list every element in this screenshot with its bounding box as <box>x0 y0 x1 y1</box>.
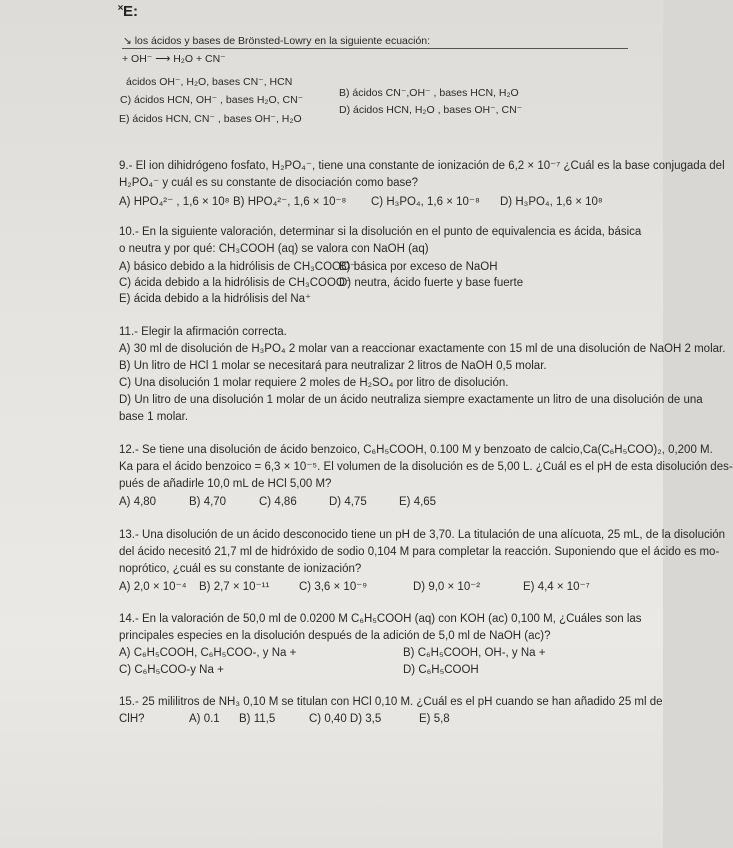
divider-line <box>122 48 628 49</box>
q8-option-d: D) ácidos HCN, H₂O , bases OH⁻, CN⁻ <box>339 104 523 116</box>
q8-option-c: C) ácidos HCN, OH⁻ , bases H₂O, CN⁻ <box>120 94 304 106</box>
q10-option-e: E) ácida debido a la hidrólisis del Na⁺ <box>119 293 312 305</box>
q11-option-a: A) 30 ml de disolución de H₃PO₄ 2 molar van a reaccionar exactamente con 15 ml de una disolución de NaOH 2 molar. <box>119 343 726 355</box>
q15-lead: ClH? <box>119 713 145 725</box>
q10-line-2: o neutra y por qué: CH₃COOH (aq) se valora con NaOH (aq) <box>119 243 429 255</box>
q14-line-1: 14.- En la valoración de 50,0 ml de 0.0200 M C₆H₅COOH (aq) con KOH (ac) 0,100 M, ¿Cuáles son las <box>119 613 642 625</box>
q13-line-1: 13.- Una disolución de un ácido desconocido tiene un pH de 3,70. La titulación de una alícuota, 25 mL, de la disolución <box>119 529 726 541</box>
q9-option-b: B) HPO₄²⁻, 1,6 × 10⁻⁸ <box>233 196 347 208</box>
q12-line-2: Ka para el ácido benzoico = 6,3 × 10⁻⁵. El volumen de la disolución es de 5,00 L. ¿Cuál es el pH de esta disolución des- <box>119 461 733 473</box>
q11-option-c: C) Una disolución 1 molar requiere 2 moles de H₂SO₄ por litro de disolución. <box>119 377 509 389</box>
q10-option-d: D) neutra, ácido fuerte y base fuerte <box>339 277 524 289</box>
q9-option-d: D) H₃PO₄, 1,6 × 10⁸ <box>500 196 603 208</box>
q8-stem: ↘ los ácidos y bases de Brönsted-Lowry en la siguiente ecuación: <box>123 35 431 47</box>
q13-option-d: D) 9,0 × 10⁻² <box>413 581 481 593</box>
q15-option-e: E) 5,8 <box>419 713 450 725</box>
q11-option-b: B) Un litro de HCl 1 molar se necesitará para neutralizar 2 litros de NaOH 0,5 molar. <box>119 360 547 372</box>
q13-line-2: del ácido necesitó 21,7 ml de hidróxido de sodio 0,104 M para completar la reacción. Suponiendo que el ácido es mo- <box>119 546 720 558</box>
q8-equation: + OH⁻ ⟶ H₂O + CN⁻ <box>122 53 226 65</box>
q12-option-d: D) 4,75 <box>329 496 367 508</box>
q11-title: 11.- Elegir la afirmación correcta. <box>119 326 287 338</box>
q8-option-a: ácidos OH⁻, H₂O, bases CN⁻, HCN <box>126 76 293 88</box>
q13-option-a: A) 2,0 × 10⁻⁴ <box>119 581 187 593</box>
q12-line-3: pués de añadirle 10,0 mL de HCl 5,00 M? <box>119 478 332 490</box>
q15-line-1: 15.- 25 mililitros de NH₃ 0,10 M se titulan con HCl 0,10 M. ¿Cuál es el pH cuando se han añadido 25 ml de <box>119 696 663 708</box>
q9-option-a: A) HPO₄²⁻ , 1,6 × 10⁸ <box>119 196 230 208</box>
q11-option-d-line-2: base 1 molar. <box>119 411 189 423</box>
q14-option-a: A) C₆H₅COOH, C₆H₅COO-, y Na + <box>119 647 297 659</box>
q10-option-c: C) ácida debido a la hidrólisis de CH₃COOO⁻ <box>119 277 351 289</box>
q13-option-c: C) 3,6 × 10⁻⁹ <box>299 581 368 593</box>
q13-line-3: noprótico, ¿cuál es su constante de ionización? <box>119 563 362 575</box>
q12-option-e: E) 4,65 <box>399 496 437 508</box>
q10-option-a: A) básico debido a la hidrólisis de CH₃COOO⁻ <box>119 261 357 273</box>
q8-option-b: B) ácidos CN⁻,OH⁻ , bases HCN, H₂O <box>339 87 519 99</box>
q10-line-1: 10.- En la siguiente valoración, determinar si la disolución en el punto de equivalencia es ácida, básica <box>119 226 642 238</box>
q12-option-b: B) 4,70 <box>189 496 227 508</box>
q13-option-e: E) 4,4 × 10⁻⁷ <box>523 581 590 593</box>
q9-line-2: H₂PO₄⁻ y cuál es su constante de disociación como base? <box>119 177 419 189</box>
section-header: ˟E: <box>118 3 138 20</box>
q9-option-c: C) H₃PO₄, 1,6 × 10⁻⁸ <box>371 196 480 208</box>
q12-option-c: C) 4,86 <box>259 496 297 508</box>
q14-line-2: principales especies en la disolución después de la adición de 5,0 ml de NaOH (ac)? <box>119 630 551 642</box>
q9-line-1: 9.- El ion dihidrógeno fosfato, H₂PO₄⁻, tiene una constante de ionización de 6,2 × 10⁻⁷ ¿Cuál es la base conjugada del <box>119 160 725 172</box>
q14-option-d: D) C₆H₅COOH <box>403 664 479 676</box>
q12-option-a: A) 4,80 <box>119 496 157 508</box>
q10-option-b: B) básica por exceso de NaOH <box>339 261 498 273</box>
q15-option-b: B) 11,5 <box>239 713 276 725</box>
q8-option-e: E) ácidos HCN, CN⁻ , bases OH⁻, H₂O <box>119 113 302 125</box>
q13-option-b: B) 2,7 × 10⁻¹¹ <box>199 581 270 593</box>
q14-option-b: B) C₆H₅COOH, OH-, y Na + <box>403 647 546 659</box>
q12-line-1: 12.- Se tiene una disolución de ácido benzoico, C₆H₅COOH, 0.100 M y benzoato de calcio,Ca(C₆H₅COO)₂, 0,200 M. <box>119 444 713 456</box>
q14-option-c: C) C₆H₅COO-y Na + <box>119 664 224 676</box>
q11-option-d-line-1: D) Un litro de una disolución 1 molar de un ácido neutraliza siempre exactamente un litro de una disolución de una <box>119 394 703 406</box>
q15-option-cd: C) 0,40 D) 3,5 <box>309 713 382 725</box>
q15-option-a: A) 0.1 <box>189 713 220 725</box>
